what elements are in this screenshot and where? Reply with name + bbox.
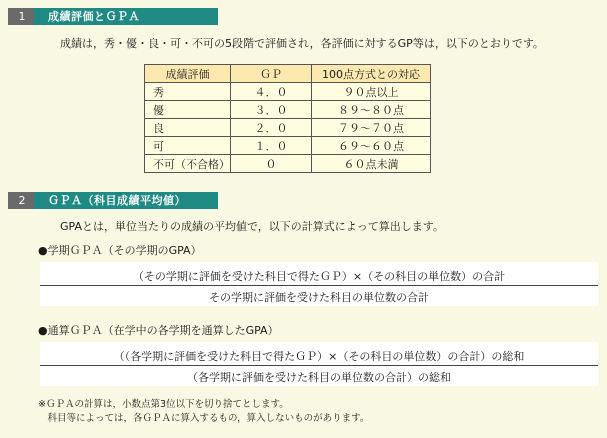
cumulative-gpa-denominator: （各学期に評価を受けた科目の単位数の合計）の総和 [187,371,451,384]
fraction-line [40,285,598,286]
header-score-range: 100点方式との対応 [312,65,431,83]
gpa-description: GPAとは，単位当たりの成績の平均値で，以下の計算式によって算出します。 [60,220,444,233]
gp-cell: ０ [231,155,312,173]
table-row [145,83,431,101]
gp-cell: ３．０ [231,101,312,119]
section-2-number: 2 [8,192,34,209]
header-gp: ＧＰ [231,65,312,83]
header-grade: 成績評価 [145,65,231,83]
term-gpa-formula [40,262,598,306]
cumulative-gpa-numerator: （（各学期に評価を受けた科目で得たＧＰ）×（その科目の単位数）の合計）の総和 [113,350,525,363]
section-2-title: ＧＰＡ（科目成績平均値） [34,192,218,209]
grade-cell: 良 [145,119,231,137]
note-inclusion: 科目等によっては，各ＧＰＡに算入するもの，算入しないものがあります。 [38,413,370,424]
grade-table [144,64,431,173]
cumulative-gpa-label: ●通算ＧＰＡ（在学中の各学期を通算したGPA） [38,324,279,337]
score-cell: ６９～６０点 [312,137,431,155]
term-gpa-label: ●学期ＧＰＡ（その学期のGPA） [38,244,202,257]
section-1-header [8,8,218,25]
grade-cell: 秀 [145,83,231,101]
section-1-title: 成績評価とＧＰＡ [34,8,218,25]
cumulative-gpa-formula [40,342,598,386]
table-row [145,101,431,119]
score-cell: ７９～７０点 [312,119,431,137]
score-cell: ８９～８０点 [312,101,431,119]
grade-cell: 可 [145,137,231,155]
grade-cell: 優 [145,101,231,119]
section-2-header [8,192,218,209]
grade-cell: 不可（不合格） [145,155,231,173]
fraction-line [40,365,598,366]
score-cell: ６０点未満 [312,155,431,173]
gp-cell: １．０ [231,137,312,155]
grade-table-header [145,65,431,83]
table-row [145,155,431,173]
gp-cell: ４．０ [231,83,312,101]
score-cell: ９０点以上 [312,83,431,101]
table-row [145,119,431,137]
grading-intro: 成績は，秀・優・良・可・不可の5段階で評価され，各評価に対するGP等は，以下のとおりです。 [60,37,544,50]
gp-cell: ２．０ [231,119,312,137]
term-gpa-numerator: （その学期に評価を受けた科目で得たＧＰ）×（その科目の単位数）の合計 [132,270,506,283]
table-row [145,137,431,155]
note-truncation: ※ＧＰＡの計算は，小数点第3位以下を切り捨てとします。 [38,399,289,410]
term-gpa-denominator: その学期に評価を受けた科目の単位数の合計 [209,291,429,304]
section-1-number: 1 [8,8,34,25]
